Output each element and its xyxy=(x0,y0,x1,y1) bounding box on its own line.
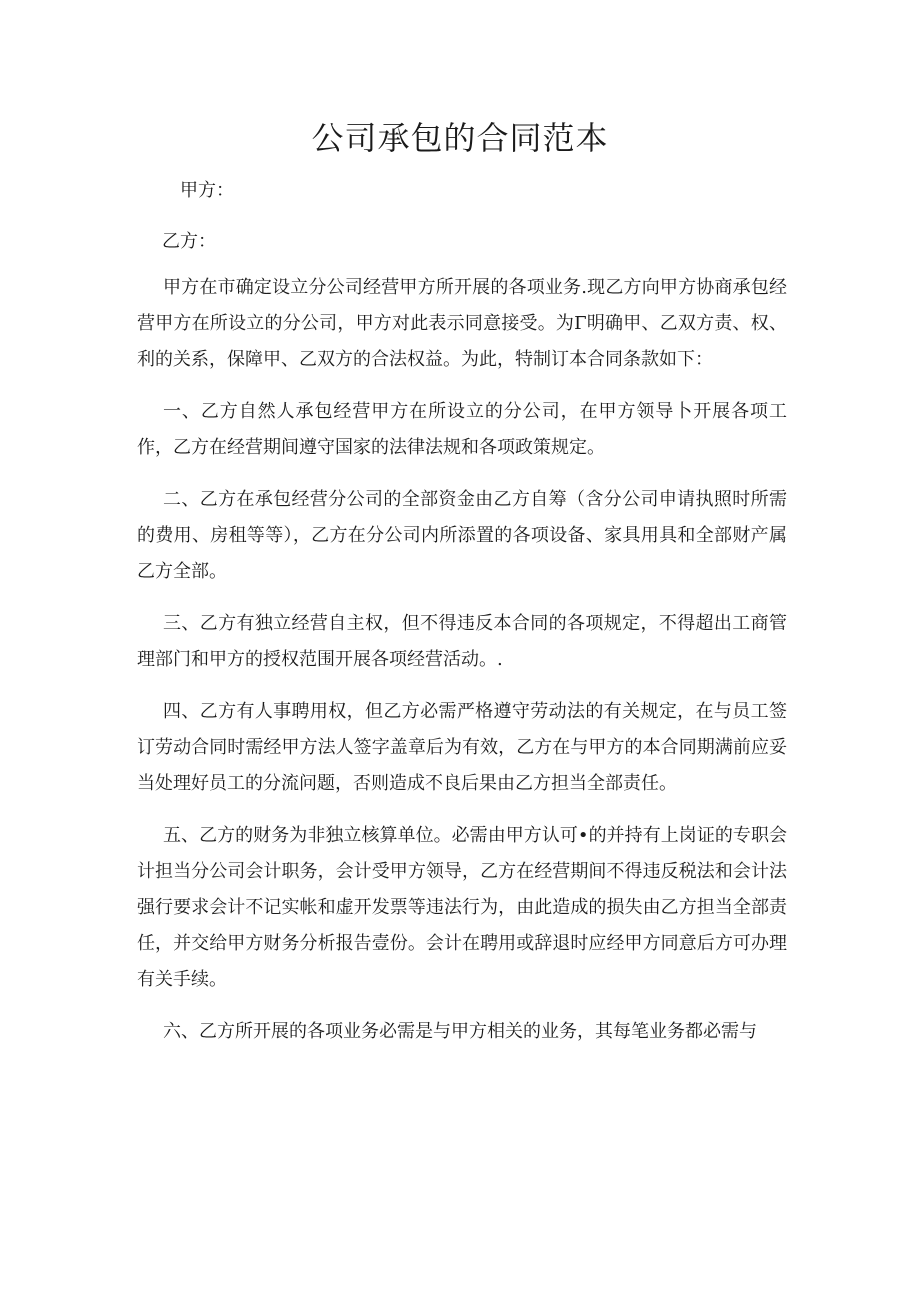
clause-1: 一、乙方自然人承包经营甲方在所设立的分公司，在甲方领导卜开展各项工作，乙方在经营期间遵守国家的法律法规和各项政策规定。 xyxy=(137,401,787,458)
clause-4: 四、乙方有人事聘用权，但乙方必需严格遵守劳动法的有关规定，在与员工签订劳动合同时需经甲方法人签字盖章后为有效，乙方在与甲方的本合同期满前应妥当处理好员工的分流问题，否则造成不良后果由乙方担当全部责任。 xyxy=(137,701,787,794)
document-title: 公司承包的合同范本 xyxy=(311,119,609,157)
clause-5: 五、乙方的财务为非独立核算单位。必需由甲方认可•的并持有上岗证的专职会计担当分公司会计职务，会计受甲方领导，乙方在经营期间不得违反税法和会计法强行要求会计不记实帐和虚开发票等违法行为，由此造成的损失由乙方担当全部责任，并交给甲方财务分析报告壹份。会计在聘用或辞退时应经甲方同意后方可办理有关手续。 xyxy=(137,825,787,990)
clause-3: 三、乙方有独立经营自主权，但不得违反本合同的各项规定，不得超出工商管理部门和甲方的授权范围开展各项经营活动。. xyxy=(137,613,787,670)
clause-2: 二、乙方在承包经营分公司的全部资金由乙方自筹（含分公司申请执照时所需的费用、房租等等），乙方在分公司内所添置的各项设备、家具用具和全部财产属乙方全部。 xyxy=(137,489,787,582)
clause-6: 六、乙方所开展的各项业务必需是与甲方相关的业务，其每笔业务都必需与 xyxy=(163,1021,757,1042)
party-b-label: 乙方： xyxy=(162,231,216,252)
contract-body xyxy=(137,270,787,1066)
party-a-label: 甲方： xyxy=(180,180,234,201)
paragraph-intro: 甲方在市确定设立分公司经营甲方所开展的各项业务.现乙方向甲方协商承包经营甲方在所设立的分公司，甲方对此表示同意接受。为Γ明确甲、乙双方责、权、利的关系，保障甲、乙双方的合法权益。为此，特制订本合同条款如下： xyxy=(137,277,787,370)
